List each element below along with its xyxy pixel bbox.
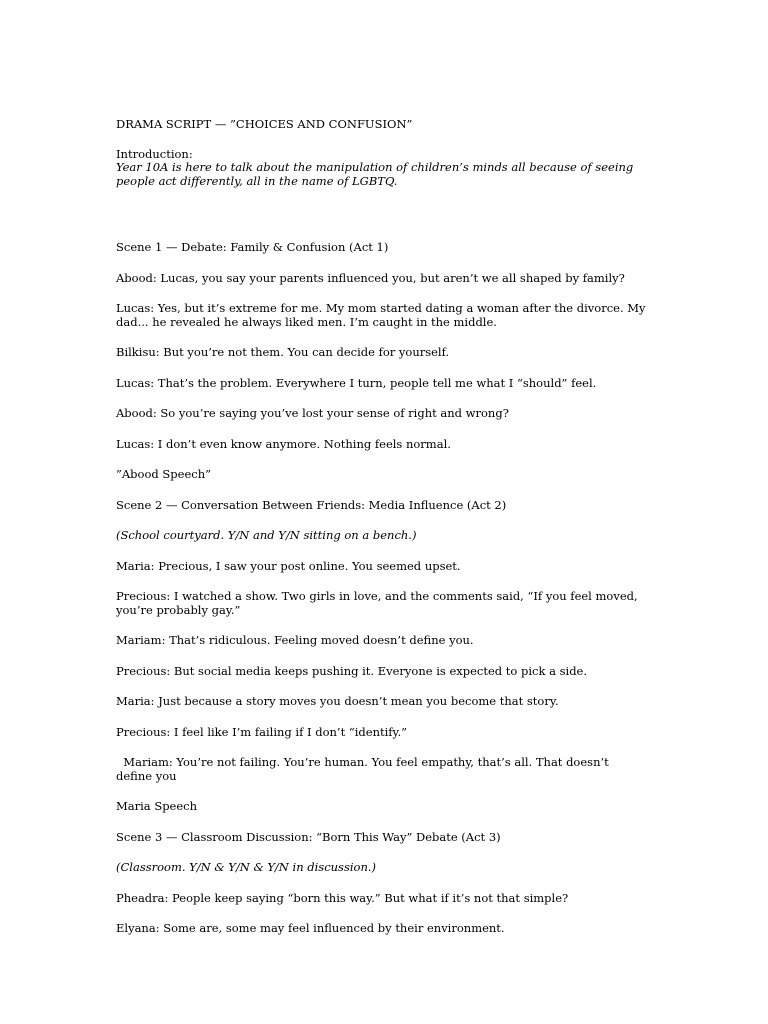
dialogue-line: Pheadra: People keep saying “born this way.” But what if it’s not that simple? (116, 890, 569, 905)
dialogue-line: Precious: I watched a show. Two girls in love, and the comments said, “If you feel moved, (116, 589, 638, 603)
dialogue-line: dad... he revealed he always liked men. I’m caught in the middle. (116, 314, 497, 329)
dialogue-line: Lucas: I don’t even know anymore. Nothing feels normal. (116, 436, 451, 451)
intro-text: people act differently, all in the name of LGBTQ. (116, 173, 398, 188)
dialogue-line: Maria: Just because a story moves you doesn’t mean you become that story. (116, 694, 559, 708)
intro-text: Year 10A is here to talk about the manipulation of children’s minds all because of seeing (116, 160, 634, 174)
dialogue-line: Abood: So you’re saying you’ve lost your sense of right and wrong? (116, 406, 509, 420)
document-title: DRAMA SCRIPT — ”CHOICES AND CONFUSION” (116, 117, 413, 131)
stage-direction: (Classroom. Y/N & Y/N & Y/N in discussion.) (116, 860, 377, 874)
dialogue-line: Abood: Lucas, you say your parents influenced you, but aren’t we all shaped by family? (116, 270, 625, 285)
speech-cue: ”Abood Speech” (116, 467, 211, 481)
dialogue-line: Bilkisu: But you’re not them. You can decide for yourself. (116, 345, 450, 359)
dialogue-line: Precious: But social media keeps pushing it. Everyone is expected to pick a side. (116, 663, 588, 678)
dialogue-line: Elyana: Some are, some may feel influenced by their environment. (116, 921, 505, 935)
dialogue-line: you’re probably gay.” (116, 602, 241, 617)
dialogue-line: Precious: I feel like I’m failing if I don’t “identify.” (116, 724, 408, 739)
scene-2-heading: Scene 2 — Conversation Between Friends: Media Influence (Act 2) (116, 497, 507, 512)
dialogue-line: define you (116, 768, 177, 783)
script-page (116, 118, 661, 936)
scene-3-heading: Scene 3 — Classroom Discussion: “Born This Way” Debate (Act 3) (116, 829, 501, 844)
stage-direction: (School courtyard. Y/N and Y/N sitting on a bench.) (116, 528, 417, 542)
dialogue-line: Mariam: You’re not failing. You’re human. You feel empathy, that’s all. That doesn’t (116, 755, 609, 769)
intro-label: Introduction: (116, 146, 193, 161)
dialogue-line: Mariam: That’s ridiculous. Feeling moved doesn’t define you. (116, 633, 474, 647)
scene-1-heading: Scene 1 — Debate: Family & Confusion (Act 1) (116, 240, 389, 254)
dialogue-line: Lucas: Yes, but it’s extreme for me. My mom started dating a woman after the divorce. My (116, 301, 646, 315)
dialogue-line: Lucas: That’s the problem. Everywhere I turn, people tell me what I “should” feel. (116, 375, 597, 390)
dialogue-line: Maria: Precious, I saw your post online. You seemed upset. (116, 558, 461, 573)
speech-cue: Maria Speech (116, 799, 198, 813)
